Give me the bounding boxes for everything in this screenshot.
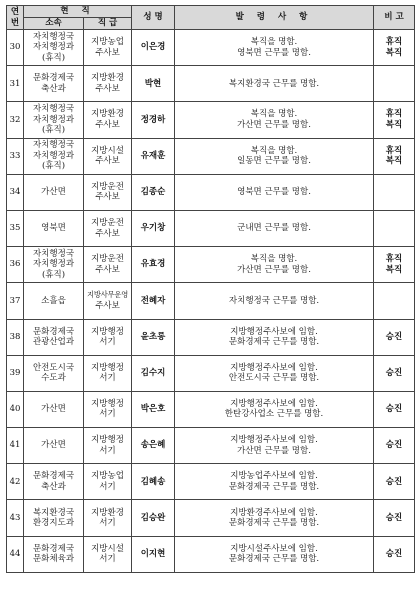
row-remark-line: 복직 — [385, 264, 403, 275]
row-affiliation-line: 가산면 — [41, 440, 66, 451]
row-action-line: 가산면 근무를 명함. — [237, 264, 311, 275]
row-action — [175, 500, 374, 536]
row-rank-line: 서기 — [99, 481, 116, 492]
row-action-line: 복직을 명함. — [250, 109, 298, 120]
table-row — [7, 283, 415, 319]
row-affiliation-line: 자치행정국 — [32, 248, 75, 259]
row-affiliation-line: (휴직) — [41, 52, 66, 63]
row-affiliation — [24, 391, 84, 427]
row-affiliation-line: 문화체육과 — [32, 554, 75, 565]
row-rank-line: 지방환경 — [91, 507, 124, 518]
row-rank — [84, 355, 132, 391]
row-affiliation-line: 가산면 — [41, 187, 66, 198]
table-row — [7, 30, 415, 66]
row-name: 이지현 — [132, 536, 175, 572]
header-name: 성 명 — [132, 6, 175, 30]
row-affiliation-line: 환경지도과 — [32, 518, 75, 529]
row-rank-line: 주사보 — [95, 83, 120, 94]
table-row — [7, 391, 415, 427]
row-affiliation-line: 자치행정과 — [32, 114, 75, 125]
row-action-line: 가산면 근무를 명함. — [237, 445, 311, 456]
row-affiliation — [24, 66, 84, 102]
row-remark-line: 휴직 — [385, 254, 403, 265]
row-affiliation-line: 가산면 — [41, 404, 66, 415]
row-remark — [374, 355, 415, 391]
row-rank-line: 지방행정 — [91, 398, 124, 409]
row-action — [175, 391, 374, 427]
row-action-line: 지방행정주사보에 임함. — [230, 435, 318, 446]
row-remark-line: 승진 — [385, 548, 403, 559]
row-remark-line: 승진 — [385, 476, 403, 487]
row-rank-line: 주사보 — [95, 156, 120, 167]
row-affiliation-line: 자치행정국 — [32, 140, 75, 151]
row-affiliation-line: 관광산업과 — [32, 337, 75, 348]
row-affiliation-line: (휴직) — [41, 269, 66, 280]
row-action-line: 영북면 근무를 명함. — [237, 47, 311, 58]
row-remark-line: 승진 — [385, 368, 403, 379]
row-remark — [374, 66, 415, 102]
row-remark — [374, 174, 415, 210]
row-number: 38 — [7, 319, 24, 355]
row-remark — [374, 283, 415, 319]
header-remark: 비 고 — [374, 6, 415, 30]
row-rank-line: 주사보 — [95, 228, 120, 239]
row-affiliation — [24, 283, 84, 319]
table-row — [7, 66, 415, 102]
row-remark — [374, 247, 415, 283]
row-number: 40 — [7, 391, 24, 427]
row-name: 김혜송 — [132, 464, 175, 500]
row-action-line: 군내면 근무를 명함. — [237, 223, 311, 234]
row-action — [175, 102, 374, 138]
row-rank-line: 서기 — [99, 337, 116, 348]
row-rank-line: 지방시설 — [91, 145, 124, 156]
row-action-line: 문화경제국 근무를 명함. — [228, 481, 320, 492]
row-rank-line: 서기 — [99, 518, 116, 529]
row-name: 유재훈 — [132, 138, 175, 174]
row-action — [175, 174, 374, 210]
header-affiliation: 소속 — [24, 18, 84, 30]
row-remark — [374, 102, 415, 138]
row-action-line: 복직을 명함. — [250, 37, 298, 48]
row-number: 36 — [7, 247, 24, 283]
row-rank — [84, 30, 132, 66]
row-affiliation-line: 문화경제국 — [32, 543, 75, 554]
row-action-line: 문화경제국 근무를 명함. — [228, 554, 320, 565]
row-rank — [84, 283, 132, 319]
row-number: 31 — [7, 66, 24, 102]
row-affiliation-line: 자치행정과 — [32, 259, 75, 270]
table-row — [7, 355, 415, 391]
row-remark-line: 복직 — [385, 119, 403, 130]
row-action — [175, 210, 374, 246]
row-affiliation-line: 축산과 — [41, 83, 66, 94]
row-rank — [84, 391, 132, 427]
row-action-line: 지방행정주사보에 임함. — [230, 362, 318, 373]
row-action-line: 복직을 명함. — [250, 145, 298, 156]
row-number: 30 — [7, 30, 24, 66]
table-row — [7, 102, 415, 138]
row-name: 전혜자 — [132, 283, 175, 319]
row-affiliation-line: 자치행정국 — [32, 31, 75, 42]
row-rank-line: 주사보 — [95, 264, 120, 275]
row-affiliation-line: 영북면 — [41, 223, 66, 234]
row-affiliation — [24, 247, 84, 283]
row-number: 35 — [7, 210, 24, 246]
row-number: 44 — [7, 536, 24, 572]
row-number: 34 — [7, 174, 24, 210]
row-remark — [374, 464, 415, 500]
row-rank-line: 지방운전 — [91, 218, 124, 229]
row-action-line: 한탄강사업소 근무를 명함. — [224, 409, 324, 420]
row-rank — [84, 319, 132, 355]
row-name: 송은혜 — [132, 428, 175, 464]
row-name: 정경하 — [132, 102, 175, 138]
row-remark-line: 승진 — [385, 512, 403, 523]
row-affiliation — [24, 210, 84, 246]
table-row — [7, 500, 415, 536]
row-rank-line: 서기 — [99, 554, 116, 565]
row-affiliation-line: (휴직) — [41, 125, 66, 136]
row-action-line: 복지환경국 근무를 명함. — [228, 78, 320, 89]
row-remark — [374, 391, 415, 427]
row-affiliation — [24, 464, 84, 500]
table-body — [7, 30, 415, 573]
row-rank-line: 지방행정 — [91, 326, 124, 337]
row-remark — [374, 319, 415, 355]
row-affiliation-line: 안전도시국 — [32, 362, 75, 373]
row-remark-line: 복직 — [385, 47, 403, 58]
row-rank-line: 지방행정 — [91, 435, 124, 446]
personnel-table — [6, 5, 415, 573]
row-rank-line: 서기 — [99, 373, 116, 384]
row-affiliation — [24, 428, 84, 464]
row-rank — [84, 210, 132, 246]
row-affiliation-line: 자치행정과 — [32, 42, 75, 53]
row-remark-line: 승진 — [385, 331, 403, 342]
table-row — [7, 319, 415, 355]
row-number: 39 — [7, 355, 24, 391]
row-action-line: 가산면 근무를 명함. — [237, 119, 311, 130]
row-name: 유효경 — [132, 247, 175, 283]
row-action-line: 복직을 명함. — [250, 254, 298, 265]
row-remark-line: 휴직 — [385, 109, 403, 120]
row-action — [175, 138, 374, 174]
row-remark — [374, 500, 415, 536]
row-affiliation — [24, 30, 84, 66]
row-affiliation-line: 복지환경국 — [32, 507, 75, 518]
header-rank: 직 급 — [84, 18, 132, 30]
row-affiliation-line: 자치행정과 — [32, 150, 75, 161]
row-name: 김수지 — [132, 355, 175, 391]
row-number: 41 — [7, 428, 24, 464]
table-row — [7, 247, 415, 283]
row-rank-line: 지방사무운영 — [86, 290, 129, 300]
row-rank — [84, 536, 132, 572]
row-remark-line: 승진 — [385, 440, 403, 451]
row-remark — [374, 138, 415, 174]
row-affiliation-line: (휴직) — [41, 161, 66, 172]
row-remark — [374, 428, 415, 464]
row-rank — [84, 428, 132, 464]
row-rank-line: 주사보 — [95, 300, 120, 311]
row-number: 33 — [7, 138, 24, 174]
row-affiliation — [24, 102, 84, 138]
row-affiliation-line: 축산과 — [41, 481, 66, 492]
row-rank — [84, 66, 132, 102]
table-row — [7, 210, 415, 246]
table-row — [7, 138, 415, 174]
row-rank-line: 서기 — [99, 409, 116, 420]
row-action-line: 문화경제국 근무를 명함. — [228, 337, 320, 348]
row-affiliation-line: 문화경제국 — [32, 471, 75, 482]
row-rank — [84, 174, 132, 210]
row-remark — [374, 536, 415, 572]
row-rank-line: 지방환경 — [91, 109, 124, 120]
row-action-line: 문화경제국 근무를 명함. — [228, 518, 320, 529]
row-remark-line: 휴직 — [385, 37, 403, 48]
row-rank-line: 지방환경 — [91, 73, 124, 84]
row-remark — [374, 30, 415, 66]
row-affiliation-line: 문화경제국 — [32, 73, 75, 84]
row-name: 김종순 — [132, 174, 175, 210]
row-rank — [84, 102, 132, 138]
row-name: 윤초롱 — [132, 319, 175, 355]
row-affiliation-line: 문화경제국 — [32, 326, 75, 337]
table-header — [7, 6, 415, 30]
row-number: 43 — [7, 500, 24, 536]
row-action-line: 지방시설주사보에 임함. — [230, 543, 318, 554]
row-action-line: 지방환경주사보에 임함. — [230, 507, 318, 518]
row-affiliation — [24, 536, 84, 572]
row-name: 우기창 — [132, 210, 175, 246]
row-affiliation-line: 자치행정국 — [32, 104, 75, 115]
row-affiliation-line: 소흘읍 — [41, 295, 66, 306]
row-rank — [84, 247, 132, 283]
row-name: 박현 — [132, 66, 175, 102]
table-row — [7, 428, 415, 464]
row-remark-line: 승진 — [385, 404, 403, 415]
row-rank-line: 지방운전 — [91, 181, 124, 192]
row-rank-line: 주사보 — [95, 192, 120, 203]
header-current: 현 직 — [24, 6, 132, 18]
row-rank-line: 지방행정 — [91, 362, 124, 373]
row-action — [175, 355, 374, 391]
row-action-line: 지방행정주사보에 임함. — [230, 326, 318, 337]
row-rank-line: 지방농업 — [91, 471, 124, 482]
row-rank — [84, 464, 132, 500]
row-rank-line: 지방시설 — [91, 543, 124, 554]
row-action — [175, 319, 374, 355]
row-action — [175, 536, 374, 572]
row-rank-line: 주사보 — [95, 119, 120, 130]
row-action — [175, 247, 374, 283]
row-number: 32 — [7, 102, 24, 138]
row-affiliation — [24, 355, 84, 391]
row-action-line: 자치행정국 근무를 명함. — [228, 295, 320, 306]
row-action — [175, 428, 374, 464]
row-rank-line: 지방운전 — [91, 254, 124, 265]
row-action-line: 안전도시국 근무를 명함. — [228, 373, 320, 384]
row-rank-line: 주사보 — [95, 47, 120, 58]
row-remark — [374, 210, 415, 246]
row-remark-line: 복직 — [385, 156, 403, 167]
row-action-line: 일동면 근무를 명함. — [237, 156, 311, 167]
row-name: 김승완 — [132, 500, 175, 536]
row-rank-line: 지방농업 — [91, 37, 124, 48]
row-affiliation — [24, 500, 84, 536]
table-row — [7, 464, 415, 500]
row-action-line: 영북면 근무를 명함. — [237, 187, 311, 198]
row-name: 박은호 — [132, 391, 175, 427]
row-affiliation-line: 수도과 — [41, 373, 66, 384]
row-action-line: 지방농업주사보에 임함. — [230, 471, 318, 482]
row-action — [175, 30, 374, 66]
header-no: 연번 — [7, 6, 24, 30]
row-action-line: 지방행정주사보에 임함. — [230, 398, 318, 409]
row-action — [175, 283, 374, 319]
row-action — [175, 66, 374, 102]
row-action — [175, 464, 374, 500]
row-rank-line: 서기 — [99, 445, 116, 456]
row-rank — [84, 138, 132, 174]
row-name: 이은경 — [132, 30, 175, 66]
row-affiliation — [24, 174, 84, 210]
row-number: 42 — [7, 464, 24, 500]
table-row — [7, 174, 415, 210]
row-number: 37 — [7, 283, 24, 319]
row-affiliation — [24, 138, 84, 174]
table-row — [7, 536, 415, 572]
header-action: 발 령 사 항 — [175, 6, 374, 30]
row-affiliation — [24, 319, 84, 355]
row-remark-line: 휴직 — [385, 145, 403, 156]
row-rank — [84, 500, 132, 536]
